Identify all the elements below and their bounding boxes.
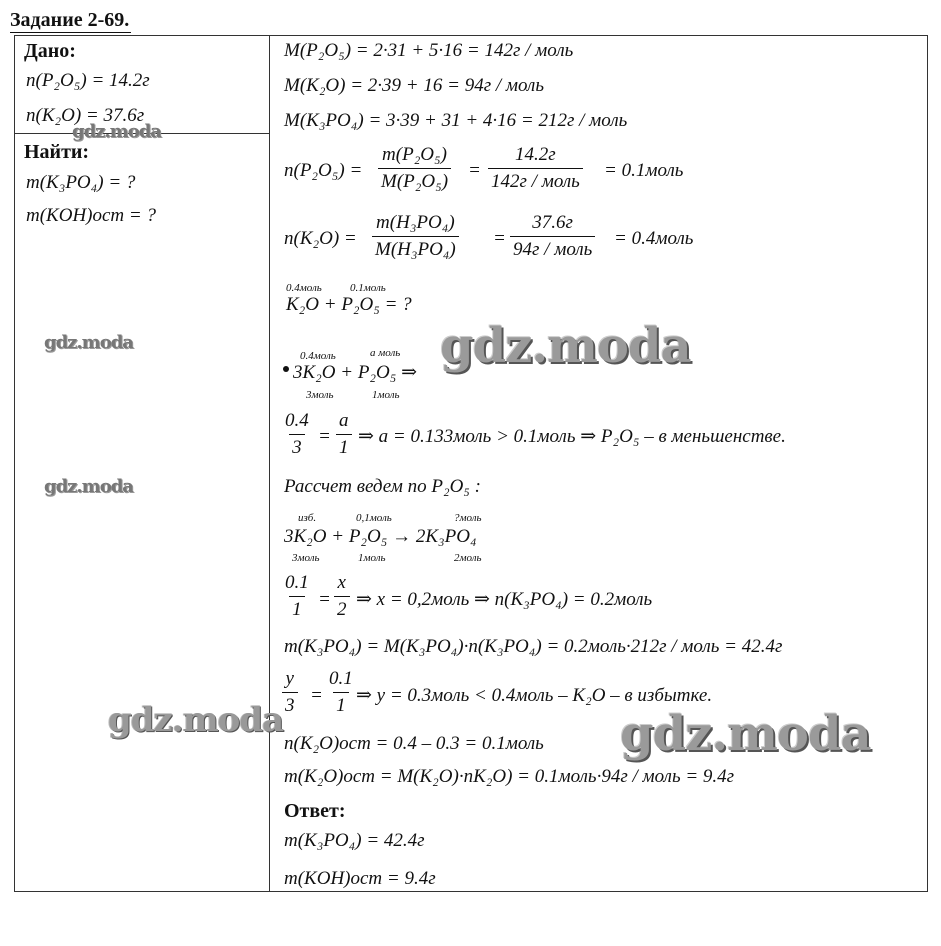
denominator: 142г / моль (488, 168, 583, 193)
fraction (510, 212, 595, 261)
given-line: n(P₂O₅) = 14.2г (26, 70, 150, 91)
denominator: 2 (334, 596, 350, 621)
fraction (282, 668, 298, 717)
n-k2o-remaining: n(K₂O)ост = 0.4 – 0.3 = 0.1моль (284, 733, 544, 754)
reaction-annotation: 3моль (292, 552, 320, 564)
reaction-annotation: 0,1моль (356, 512, 392, 524)
proportion-result: ⇒ y = 0.3моль < 0.4моль – K₂O – в избытке. (356, 685, 713, 706)
denominator: 1 (289, 596, 305, 621)
find-line: m(KOH)ост = ? (26, 205, 156, 226)
given-line: n(K₂O) = 37.6г (26, 105, 145, 126)
reaction-equation: K₂O + P₂O₅ = ? (286, 294, 412, 315)
fraction (334, 572, 350, 621)
proportion-result: ⇒ a = 0.133моль > 0.1моль ⇒ P₂O₅ – в меньшенстве. (358, 426, 786, 447)
answer-heading: Ответ: (284, 800, 346, 822)
calc-note: Рассчет ведем по P₂O₅ : (284, 476, 481, 497)
numerator: 37.6г (532, 212, 573, 233)
denominator: 3 (289, 434, 305, 459)
watermark: gdz.moda (108, 700, 284, 740)
numerator: 0.1 (285, 572, 309, 593)
fraction (372, 212, 459, 261)
numerator: m(P₂O₅) (382, 144, 447, 165)
molar-mass-k3po4: M(K₃PO₄) = 3·39 + 31 + 4·16 = 212г / моль (284, 110, 628, 131)
watermark: gdz.moda (44, 476, 133, 497)
fraction (488, 144, 583, 193)
equals-sign: = (468, 160, 481, 181)
reaction-annotation: 2моль (454, 552, 482, 564)
reaction-annotation: 1моль (372, 389, 400, 401)
answer-line: m(K₃PO₄) = 42.4г (284, 830, 425, 851)
denominator: M(P₂O₅) (378, 168, 451, 193)
reaction-equation: 3K₂O + P₂O₅ → 2K₃PO₄ (284, 526, 477, 547)
denominator: M(H₃PO₄) (372, 236, 459, 261)
reaction-equation: 3K₂O + P₂O₅ ⇒ (293, 362, 418, 383)
column-divider (269, 35, 270, 892)
denominator: 1 (333, 692, 349, 717)
n-k2o-result: = 0.4моль (614, 228, 694, 249)
fraction (336, 410, 352, 459)
reaction-annotation: 0.4моль (300, 350, 336, 362)
numerator: 0.4 (285, 410, 309, 431)
numerator: x (337, 572, 346, 593)
equals-sign: = (310, 685, 323, 706)
equals-sign: = (318, 426, 331, 447)
molar-mass-k2o: M(K₂O) = 2·39 + 16 = 94г / моль (284, 75, 544, 96)
bullet-icon (283, 366, 289, 372)
reaction-annotation: 0.4моль (286, 282, 322, 294)
molar-mass-p2o5: M(P₂O₅) = 2·31 + 5·16 = 142г / моль (284, 40, 574, 61)
watermark: gdz.moda (440, 318, 691, 374)
mass-k3po4: m(K₃PO₄) = M(K₃PO₄)·n(K₃PO₄) = 0.2моль·212г / моль = 42.4г (284, 636, 783, 657)
numerator: a (339, 410, 349, 431)
proportion-result: ⇒ x = 0,2моль ⇒ n(K₃PO₄) = 0.2моль (356, 589, 653, 610)
n-p2o5-result: = 0.1моль (604, 160, 684, 181)
numerator: 0.1 (329, 668, 353, 689)
n-k2o-lhs: n(K₂O) = (284, 228, 357, 249)
reaction-annotation: ?моль (454, 512, 482, 524)
equals-sign: = (318, 589, 331, 610)
reaction-annotation: изб. (298, 512, 317, 524)
reaction-annotation: 0.1моль (350, 282, 386, 294)
reaction-annotation: a моль (370, 347, 401, 359)
watermark: gdz.moda (620, 706, 871, 762)
answer-line: m(KOH)ост = 9.4г (284, 868, 436, 889)
numerator: 14.2г (515, 144, 556, 165)
denominator: 3 (282, 692, 298, 717)
find-line: m(K₃PO₄) = ? (26, 172, 136, 193)
watermark: gdz.moda (44, 332, 133, 353)
watermark: gdz.moda (72, 121, 161, 142)
equals-sign: = (493, 228, 506, 249)
numerator: y (285, 668, 294, 689)
reaction-annotation: 1моль (358, 552, 386, 564)
given-heading: Дано: (24, 40, 76, 62)
fraction (326, 668, 356, 717)
numerator: m(H₃PO₄) (376, 212, 455, 233)
m-k2o-remaining: m(K₂O)ост = M(K₂O)·nK₂O) = 0.1моль·94г / моль = 9.4г (284, 766, 735, 787)
denominator: 94г / моль (510, 236, 595, 261)
n-p2o5-lhs: n(P₂O₅) = (284, 160, 363, 181)
fraction (282, 572, 312, 621)
fraction (378, 144, 451, 193)
fraction (282, 410, 312, 459)
task-title: Задание 2-69. (10, 9, 130, 31)
denominator: 1 (336, 434, 352, 459)
find-heading: Найти: (24, 141, 90, 163)
reaction-annotation: 3моль (306, 389, 334, 401)
